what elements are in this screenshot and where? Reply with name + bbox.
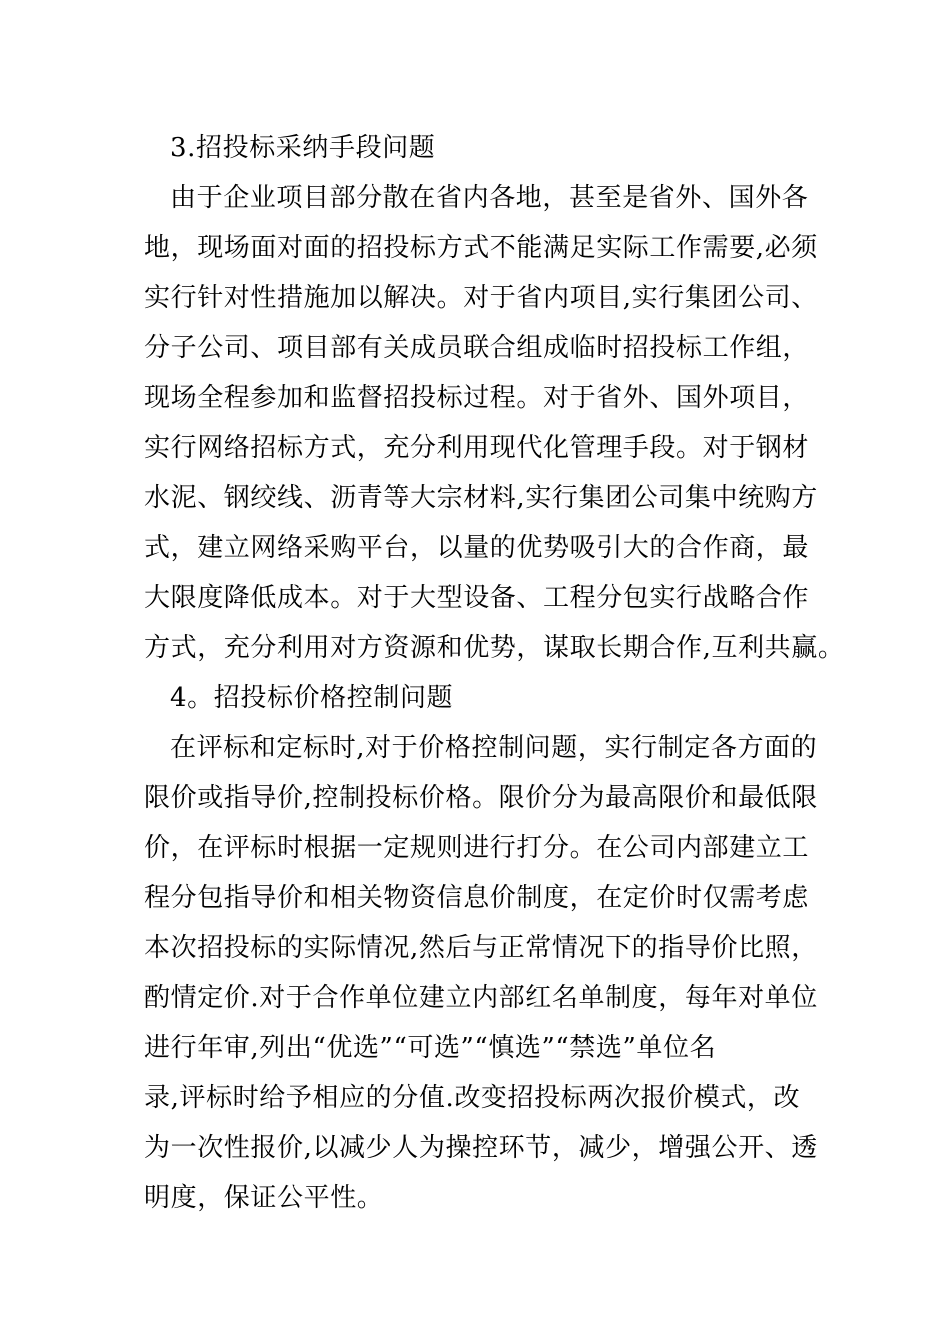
paragraph-line: 明度，保证公平性。 — [144, 1183, 384, 1213]
section-heading-4: 4。招投标价格控制问题 — [170, 683, 454, 713]
paragraph-line: 由于企业项目部分散在省内各地，甚至是省外、国外各 — [170, 183, 809, 213]
paragraph-line: 现场全程参加和监督招投标过程。对于省外、国外项目， — [144, 383, 810, 413]
paragraph-line: 大限度降低成本。对于大型设备、工程分包实行战略合作 — [144, 583, 810, 613]
paragraph-line: 酌情定价.对于合作单位建立内部红名单制度，每年对单位 — [144, 983, 818, 1013]
paragraph-line: 实行网络招标方式，充分利用现代化管理手段。对于钢材 — [144, 433, 810, 463]
paragraph-line: 在评标和定标时,对于价格控制问题，实行制定各方面的 — [170, 733, 818, 763]
paragraph-line: 限价或指导价,控制投标价格。限价分为最高限价和最低限 — [144, 783, 818, 813]
paragraph-line: 录,评标时给予相应的分值.改变招投标两次报价模式，改 — [144, 1083, 801, 1113]
paragraph-line: 水泥、钢绞线、沥青等大宗材料,实行集团公司集中统购方 — [144, 483, 818, 513]
paragraph-line: 方式，充分利用对方资源和优势，谋取长期合作,互利共赢。 — [144, 633, 845, 663]
paragraph-line: 进行年审,列出“优选”“可选”“慎选”“禁选”单位名 — [144, 1033, 717, 1063]
paragraph-line: 程分包指导价和相关物资信息价制度，在定价时仅需考虑 — [144, 883, 810, 913]
paragraph-line: 地，现场面对面的招投标方式不能满足实际工作需要,必须 — [144, 233, 818, 263]
paragraph-line: 式，建立网络采购平台，以量的优势吸引大的合作商，最 — [144, 533, 810, 563]
paragraph-line: 分子公司、项目部有关成员联合组成临时招投标工作组， — [144, 333, 810, 363]
section-heading-3: 3.招投标采纳手段问题 — [170, 133, 436, 163]
paragraph-line: 本次招投标的实际情况,然后与正常情况下的指导价比照， — [144, 933, 818, 963]
paragraph-line: 为一次性报价,以减少人为操控环节，减少，增强公开、透 — [144, 1133, 818, 1163]
paragraph-line: 实行针对性措施加以解决。对于省内项目,实行集团公司、 — [144, 283, 818, 313]
paragraph-line: 价，在评标时根据一定规则进行打分。在公司内部建立工 — [144, 833, 810, 863]
